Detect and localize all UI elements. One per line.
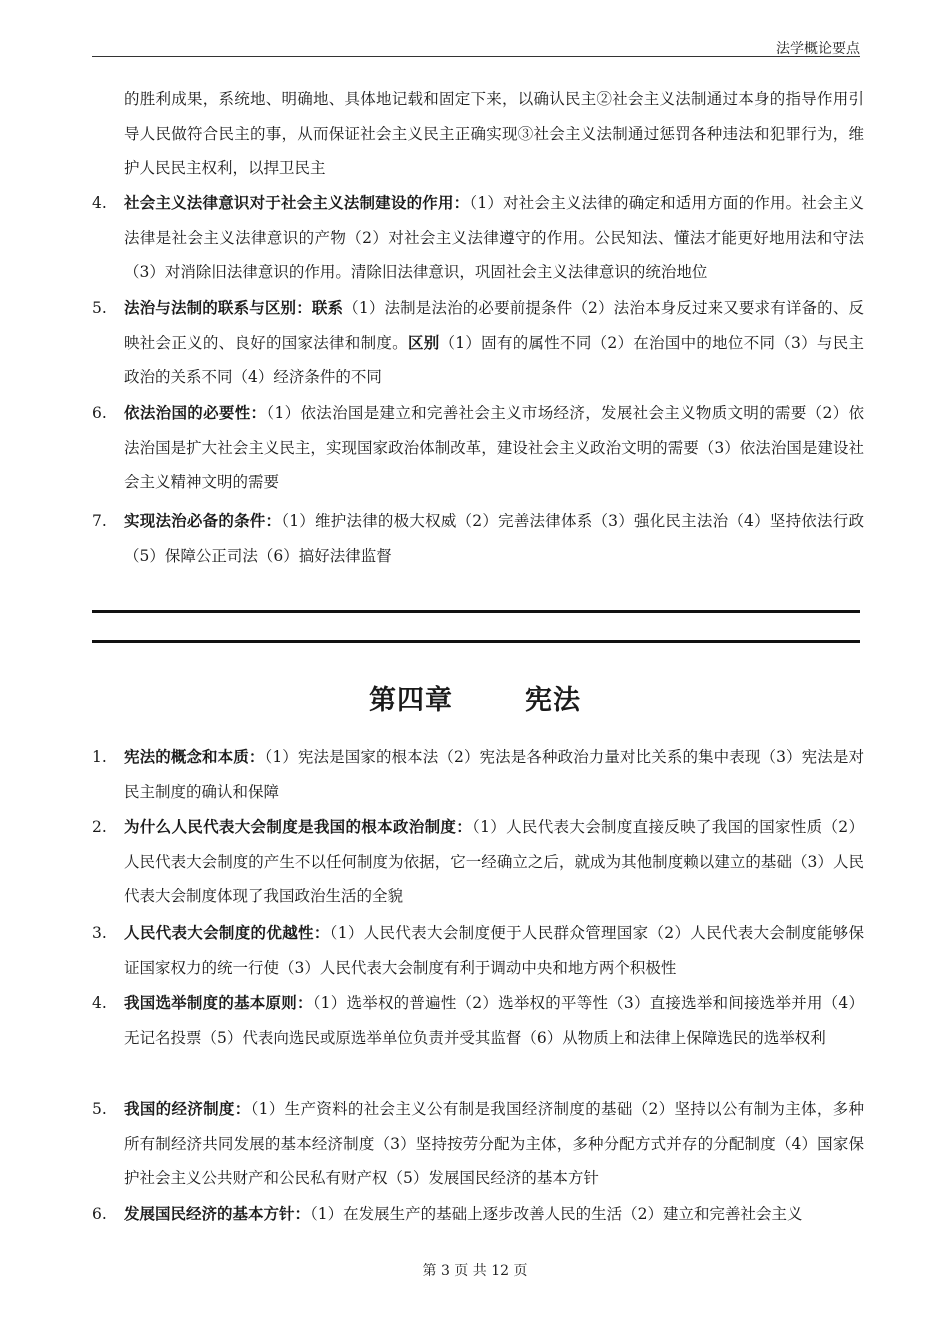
page-number: 第 3 页 共 12 页: [422, 1263, 528, 1279]
header-rule: [92, 56, 860, 57]
list-item: [92, 740, 864, 809]
item-number: 3.: [92, 924, 107, 942]
list-item: [92, 1092, 864, 1196]
item-text: （1）人民代表大会制度便于人民群众管理国家（2）人民代表大会制度能够保证国家权力的统一行使（3）人民代表大会制度有利于调动中央和地方两个积极性: [124, 924, 864, 977]
item-text: （1）维护法律的极大权威（2）完善法律体系（3）强化民主法治（4）坚持依法行政（5）保障公正司法（6）搞好法律监督: [124, 512, 864, 565]
chapter-name: 宪法: [525, 685, 581, 716]
item-title: 法治与法制的联系与区别：联系: [124, 298, 344, 317]
item-title: 宪法的概念和本质：: [124, 747, 265, 766]
item-title: 我国选举制度的基本原则：: [124, 993, 313, 1012]
list-item: [92, 916, 864, 985]
item-text: （1）人民代表大会制度直接反映了我国的国家性质（2）人民代表大会制度的产生不以任何制度为依据，它一经确立之后，就成为其他制度赖以建立的基础（3）人民代表大会制度体现了我国政治生活的全貌: [124, 818, 864, 905]
item-title: 实现法治必备的条件：: [124, 511, 282, 530]
list-item: [92, 186, 864, 290]
item-text: （1）法制是法治的必要前提条件（2）法治本身反过来又要求有详备的、反映社会正义的、良好的国家法律和制度。: [124, 299, 864, 352]
item-title: 人民代表大会制度的优越性：: [124, 923, 330, 942]
item-title: 社会主义法律意识对于社会主义法制建设的作用：: [124, 193, 470, 212]
chapter-title: [0, 678, 950, 717]
running-header: 法学概论要点: [776, 41, 860, 57]
list-item: [92, 1197, 864, 1232]
chapter-label: 第四章: [369, 685, 453, 716]
item-title: 我国的经济制度：: [124, 1099, 251, 1118]
item-text: （1）宪法是国家的根本法（2）宪法是各种政治力量对比关系的集中表现（3）宪法是对民主制度的确认和保障: [124, 748, 864, 801]
chapter-divider: [92, 640, 860, 643]
item-text: （1）选举权的普遍性（2）选举权的平等性（3）直接选举和间接选举并用（4）无记名投票（5）代表向选民或原选举单位负责并受其监督（6）从物质上和法律上保障选民的选举权利: [124, 994, 864, 1047]
list-item: [92, 396, 864, 500]
list-item: [92, 986, 864, 1055]
item-number: 6.: [92, 1205, 107, 1223]
item-title: 发展国民经济的基本方针：: [124, 1204, 311, 1223]
chapter-divider: [92, 610, 860, 613]
list-item: [92, 810, 864, 914]
item-number: 2.: [92, 818, 107, 836]
item-text: （1）对社会主义法律的确定和适用方面的作用。社会主义法律是社会主义法律意识的产物（2）对社会主义法律遵守的作用。公民知法、懂法才能更好地用法和守法（3）对消除旧法律意识的作用。清除旧法律意识，巩固社会主义法律意识的统治地位: [124, 194, 864, 281]
item-subtitle: 区别: [407, 332, 440, 352]
item-text-2: （1）固有的属性不同（2）在治国中的地位不同（3）与民主政治的关系不同（4）经济条件的不同: [124, 333, 864, 386]
item-text: （1）依法治国是建立和完善社会主义市场经济，发展社会主义物质文明的需要（2）依法治国是扩大社会主义民主，实现国家政治体制改革，建设社会主义政治文明的需要（3）依法治国是建设社会主义精神文明的需要: [124, 404, 864, 491]
item-number: 5.: [92, 1100, 107, 1118]
item-number: 7.: [92, 512, 107, 530]
continuation-paragraph: 的胜利成果，系统地、明确地、具体地记载和固定下来，以确认民主②社会主义法制通过本身的指导作用引导人民做符合民主的事，从而保证社会主义民主正确实现③社会主义法制通过惩罚各种违法和犯罪行为，维护人民民主权利，以捍卫民主: [124, 90, 864, 177]
item-number: 1.: [92, 748, 107, 766]
item-number: 4.: [92, 994, 107, 1012]
list-item: [92, 291, 864, 395]
item-title: 依法治国的必要性：: [124, 403, 267, 422]
item-text: （1）在发展生产的基础上逐步改善人民的生活（2）建立和完善社会主义: [310, 1205, 803, 1223]
item-title: 为什么人民代表大会制度是我国的根本政治制度：: [124, 817, 473, 836]
item-number: 6.: [92, 404, 107, 422]
item-number: 4.: [92, 194, 107, 212]
item-text: （1）生产资料的社会主义公有制是我国经济制度的基础（2）坚持以公有制为主体，多种所有制经济共同发展的基本经济制度（3）坚持按劳分配为主体，多种分配方式并存的分配制度（4）国家保护社会主义公共财产和公民私有财产权（5）发展国民经济的基本方针: [124, 1100, 864, 1187]
item-number: 5.: [92, 299, 107, 317]
list-item: [92, 504, 864, 573]
